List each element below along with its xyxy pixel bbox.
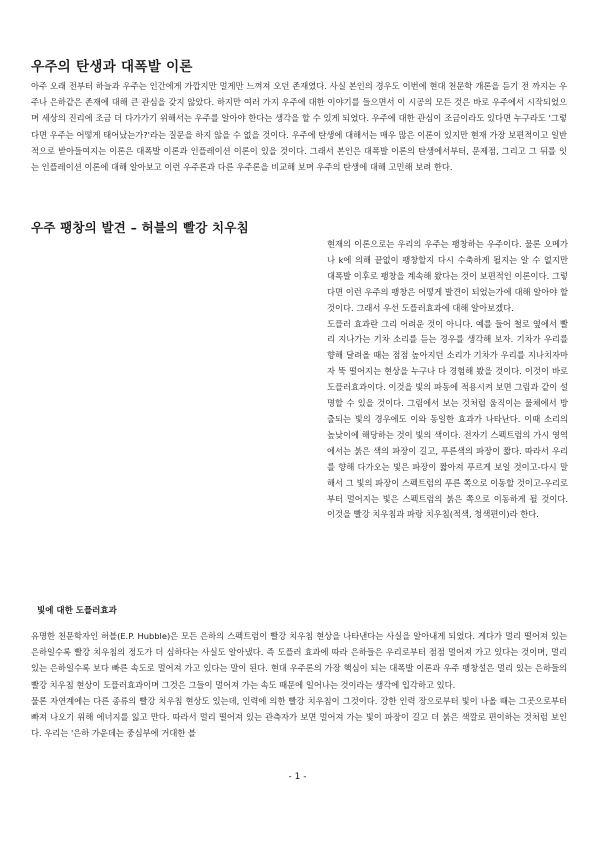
body-paragraph: 유명한 천문학자인 허블(E.P. Hubble)은 모든 은하의 스펙트럼이 빨강 치우침 현상을 나타낸다는 사실을 알아내게 되었다. 게다가 멀리 떨어져 있는 은하일수록 빨강 치우침의 정도가 더 심하다는 사실도 알아냈다. 즉 도플러 효과에 따라 은하들은 우리로부터 점점 멀어져 가고 있다는 것이며, 멀리 있는 은하일수록 보다 빠른 속도로 멀어져 가고 있다는 말이 된다. 현대 우주론의 가장 핵심이 되는 대폭발 이론과 우주 팽창설은 멀리 있는 은하들의 빨강 치우침 현상이 도플러효과이며 그것은 그들이 멀어져 가는 속도 때문에 일어나는 것이라는 생각에 입각하고 있다. bbox=[31, 631, 567, 690]
right-column-text bbox=[327, 237, 568, 523]
page-title: 우주의 탄생과 대폭발 이론 bbox=[31, 59, 193, 75]
intro-paragraph: 아주 오래 전부터 하늘과 우주는 인간에게 가깝지만 멀게만 느껴져 오던 존재였다. 사실 본인의 경우도 이번에 현대 천문학 개론을 듣기 전 까지는 우주나 은하같은 존재에 대해 큰 관심을 갖지 않았다. 하지만 여러 가지 우주에 대한 이야기를 들으면서 이 시공의 모든 것은 바로 우주에서 시작되었으며 세상의 진리에 조금 더 다가가기 위해서는 우주를 알아야 한다는 생각을 할 수 있게 되었다. 우주에 대한 관심이 조금이라도 있다면 누구라도 '그렇다면 우주는 어떻게 태어났는가?'라는 질문을 하지 않을 수 없을 것이다. 우주에 탄생에 대해서는 매우 많은 이론이 있지만 현재 가장 보편적이고 일반적으로 받아들여지는 이론은 대폭발 이론과 인플레이션 이론이 있을 것이다. 그래서 본인은 대폭발 이론의 탄생에서부터, 문제점, 그리고 그 뒤를 잇는 인플레이션 이론에 대해 알아보고 이런 우주론과 다른 우주론을 비교해 보며 우주의 탄생에 대해 고민해 보려 한다. bbox=[31, 81, 567, 173]
right-column-paragraph: 현재의 이론으로는 우리의 우주는 팽창하는 우주이다. 물론 오메가나 k에 의해 끝없이 팽창할지 다시 수축하게 될지는 알 수 없지만 대폭발 이후로 팽창을 계속해 왔다는 것이 보편적인 이론이다. 그렇다면 이런 우주의 팽창은 어떻게 발견이 되었는가에 대해 알아야 할 것이다. 그래서 우선 도플러효과에 대해 알아보겠다. bbox=[327, 239, 568, 313]
body-paragraph: 물론 자연계에는 다른 종류의 빨강 치우침 현상도 있는데, 인력에 의한 빨강 치우침이 그것이다. 강한 인력 장으로부터 빛이 나올 때는 그곳으로부터 빠져 나오기 위해 에너지를 잃고 만다. 따라서 멀리 떨어져 있는 관측자가 보면 멀어져 가는 빛이 파장이 길고 더 붉은 색깔로 편이하는 것처럼 보인다. 우리는 '은하 가운데는 중심부에 거대한 블 bbox=[31, 695, 567, 739]
section-heading: 우주 팽창의 발견 – 허블의 빨강 치우침 bbox=[31, 220, 249, 235]
page-number: - 1 - bbox=[288, 772, 307, 782]
right-column-paragraph: 도플러 효과란 그리 어려운 것이 아니다. 예를 들어 철로 옆에서 빨리 지나가는 기차 소리를 듣는 경우를 생각해 보자. 기차가 우리를 향해 달려올 때는 점점 높아지던 소리가 기차가 우리를 지나치자마자 뚝 떨어지는 현상을 누구나 다 경험해 봤을 것이다. 이것이 바로 도플러효과이다. 이것을 빛의 파동에 적용시켜 보면 그림과 같이 설명할 수 있을 것이다. 그림에서 보는 것처럼 움직이는 물체에서 방출되는 빛의 경우에도 이와 동일한 효과가 나타난다. 이때 소리의 높낮이에 해당하는 것이 빛의 색이다. 전자기 스펙트럼의 가시 영역에서는 붉은 색의 파장이 길고, 푸른색의 파장이 짧다. 따라서 우리를 향해 다가오는 빛은 파장이 짧아져 푸르게 보일 것이고-다시 말해서 그 빛의 파장이 스펙트럼의 푸른 쪽으로 이동할 것이고-우리로부터 멀어지는 빛은 스펙트럼의 붉은 쪽으로 이동하게 될 것이다. 이것을 빨강 치우침과 파랑 치우침(적색, 청색편이)라 한다. bbox=[327, 318, 568, 520]
figure-caption: 빛에 대한 도플러효과 bbox=[37, 606, 117, 616]
doppler-figure bbox=[31, 237, 317, 615]
bottom-text bbox=[31, 628, 567, 741]
